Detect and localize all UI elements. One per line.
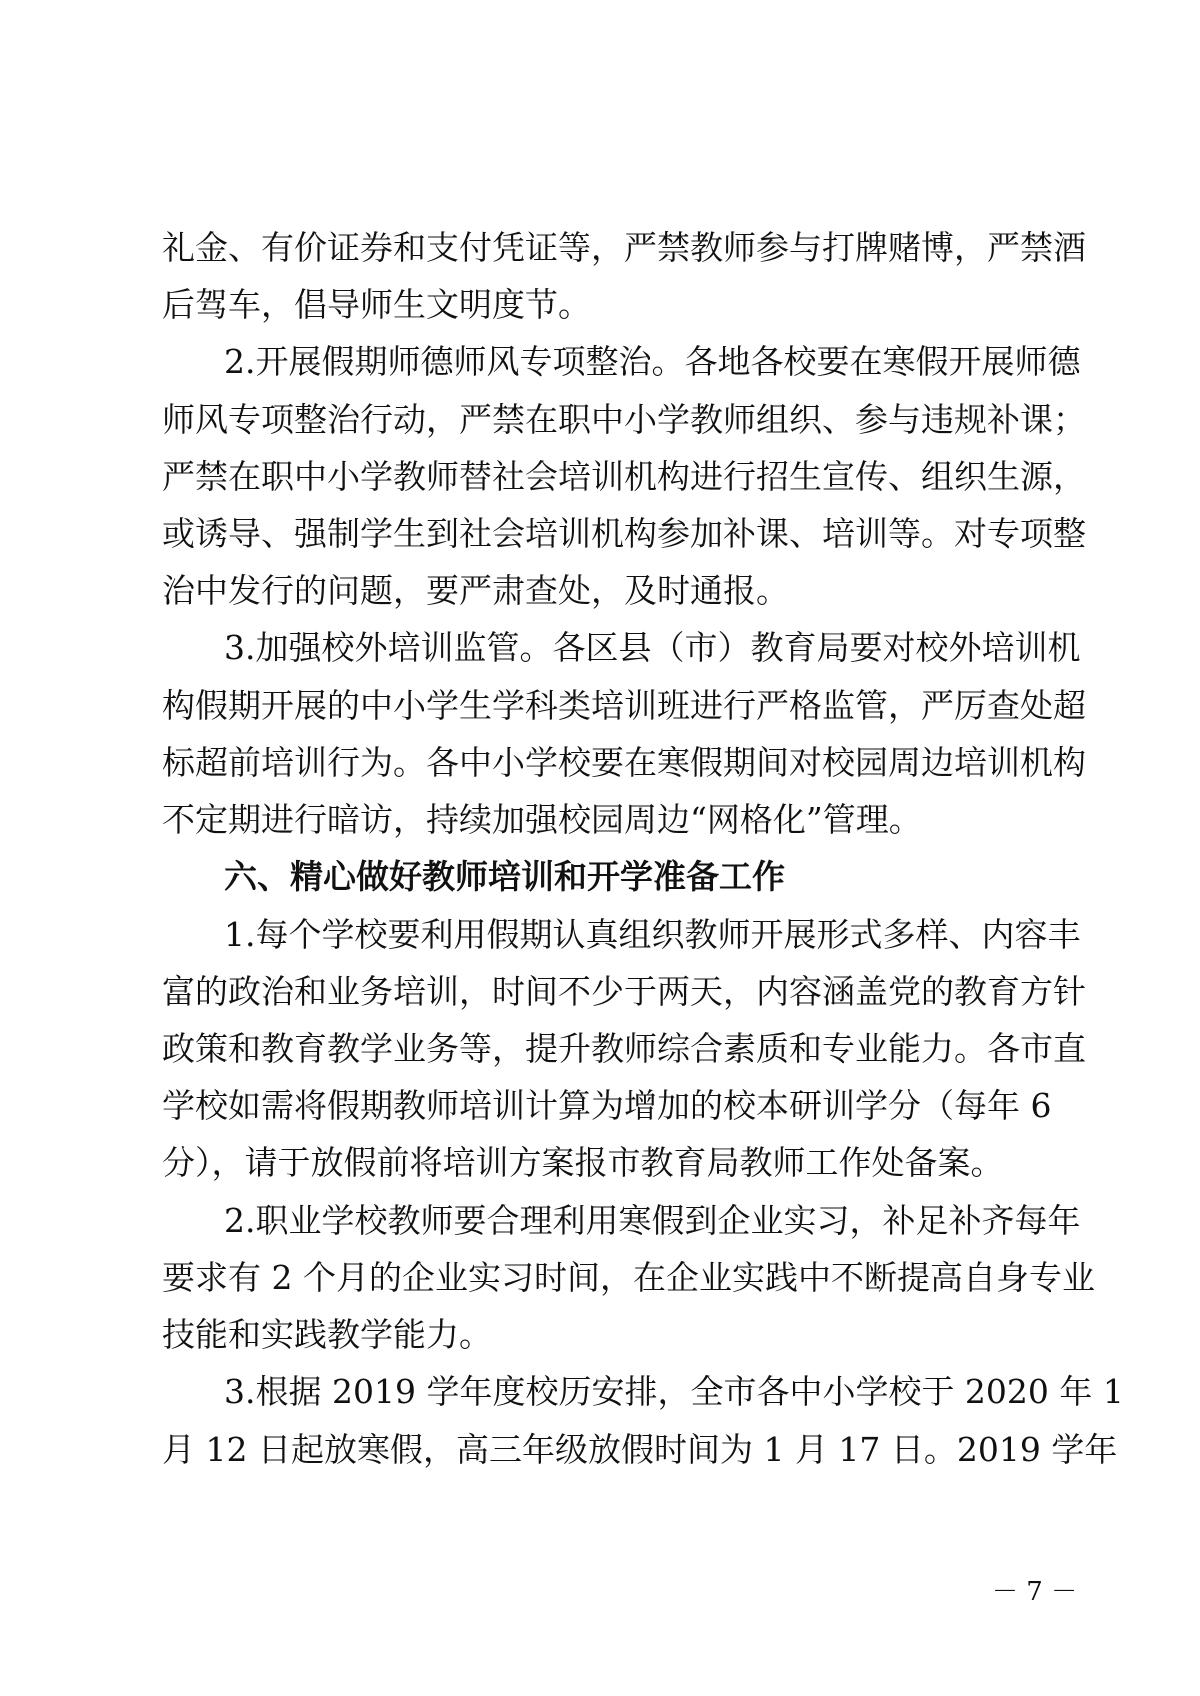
paragraph-start-line: 2.职业学校教师要合理利用寒假到企业实习，补足补齐每年 [224,1201,1081,1240]
text-line: 要求有 2 个月的企业实习时间，在企业实践中不断提高自身专业 [162,1258,1095,1297]
section-heading: 六、精心做好教师培训和开学准备工作 [224,857,785,896]
text-line: 标超前培训行为。各中小学校要在寒假期间对校园周边培训机构 [162,743,1086,782]
text-line: 分），请于放假前将培训方案报市教育局教师工作处备案。 [162,1143,1004,1182]
text-line: 严禁在职中小学教师替社会培训机构进行招生宣传、组织生源， [162,457,1086,496]
paragraph-start-line: 1.每个学校要利用假期认真组织教师开展形式多样、内容丰 [224,915,1081,954]
paragraph-start-line: 2.开展假期师德师风专项整治。各地各校要在寒假开展师德 [224,342,1081,381]
text-line: 月 12 日起放寒假，高三年级放假时间为 1 月 17 日。2019 学年 [162,1430,1118,1469]
text-line: 构假期开展的中小学生学科类培训班进行严格监管，严厉查处超 [162,686,1086,725]
paragraph-start-line: 3.加强校外培训监管。各区县（市）教育局要对校外培训机 [224,628,1081,667]
text-line: 政策和教育教学业务等，提升教师综合素质和专业能力。各市直 [162,1029,1086,1068]
text-line: 治中发行的问题，要严肃查处，及时通报。 [162,571,789,610]
text-line: 技能和实践教学能力。 [162,1315,492,1354]
paragraph-start-line: 3.根据 2019 学年度校历安排，全市各中小学校于 2020 年 1 [224,1372,1124,1411]
text-line: 师风专项整治行动，严禁在职中小学教师组织、参与违规补课； [162,400,1086,439]
text-line: 富的政治和业务培训，时间不少于两天，内容涵盖党的教育方针 [162,972,1086,1011]
text-line: 或诱导、强制学生到社会培训机构参加补课、培训等。对专项整 [162,514,1086,553]
page-number: － 7 － [992,1577,1078,1607]
text-line: 不定期进行暗访，持续加强校园周边“网格化”管理。 [162,800,922,839]
text-line: 礼金、有价证券和支付凭证等，严禁教师参与打牌赌博，严禁酒 [162,228,1086,267]
text-line: 后驾车，倡导师生文明度节。 [162,285,591,324]
text-line: 学校如需将假期教师培训计算为增加的校本研训学分（每年 6 [162,1086,1052,1125]
